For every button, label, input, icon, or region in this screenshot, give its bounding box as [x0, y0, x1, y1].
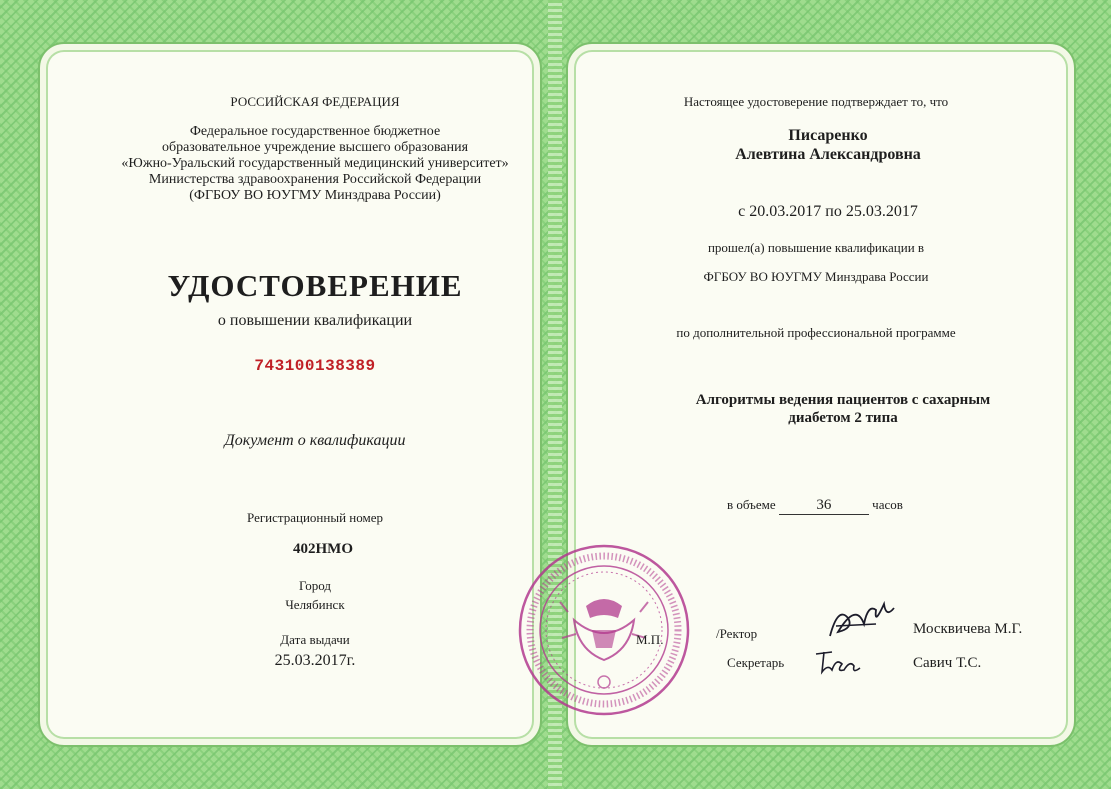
program-label: по дополнительной профессиональной программе — [676, 325, 956, 340]
document-type: Документ о квалификации — [224, 432, 406, 449]
seal-place-label: М.П. — [636, 632, 664, 647]
volume-prefix: в объеме — [727, 497, 776, 512]
registration-number: 402НМО — [293, 541, 353, 557]
hours-suffix: часов — [872, 497, 903, 512]
certificate-title: УДОСТОВЕРЕНИЕ — [167, 268, 463, 303]
confirmation-text: Настоящее удостоверение подтверждает то, что — [683, 94, 949, 109]
issue-date-label: Дата выдачи — [280, 632, 350, 647]
institution-name: ФГБОУ ВО ЮУГМУ Минздрава России — [703, 269, 929, 284]
city-label: Город — [298, 578, 332, 593]
rector-name: Москвичева М.Г. — [913, 621, 1023, 637]
country-name: РОССИЙСКАЯ ФЕДЕРАЦИЯ — [230, 94, 400, 109]
org-line-4: Министерства здравоохранения Российской Федерации — [148, 172, 482, 187]
secretary-name: Савич Т.С. — [913, 655, 982, 671]
secretary-label: Секретарь — [727, 655, 785, 670]
serial-number: 743100138389 — [254, 357, 376, 375]
registration-label: Регистрационный номер — [247, 510, 383, 525]
secretary-signature-icon — [812, 646, 874, 680]
org-line-3: «Южно-Уральский государственный медицинский университет» — [121, 156, 509, 171]
recipient-surname: Писаренко — [788, 127, 868, 144]
rector-label-wrap: /Ректор — [716, 626, 758, 641]
volume-row — [727, 497, 903, 515]
city-value: Челябинск — [285, 597, 345, 612]
org-line-5: (ФГБОУ ВО ЮУГМУ Минздрава России) — [189, 188, 441, 203]
passed-training-text: прошел(а) повышение квалификации в — [707, 240, 925, 255]
program-title-line-2: диабетом 2 типа — [788, 410, 898, 426]
recipient-name: Алевтина Александровна — [735, 146, 921, 163]
hours-value: 36 — [779, 497, 869, 515]
training-period: с 20.03.2017 по 25.03.2017 — [738, 203, 918, 220]
rector-label: Ректор — [719, 626, 758, 641]
org-line-2: образовательное учреждение высшего образования — [161, 140, 469, 155]
official-seal-stamp — [516, 542, 692, 718]
certificate-subtitle: о повышении квалификации — [217, 312, 413, 329]
program-title-line-1: Алгоритмы ведения пациентов с сахарным — [695, 392, 991, 408]
rector-signature-icon — [826, 596, 902, 646]
org-line-1: Федеральное государственное бюджетное — [189, 124, 441, 139]
issue-date-value: 25.03.2017г. — [274, 652, 356, 669]
